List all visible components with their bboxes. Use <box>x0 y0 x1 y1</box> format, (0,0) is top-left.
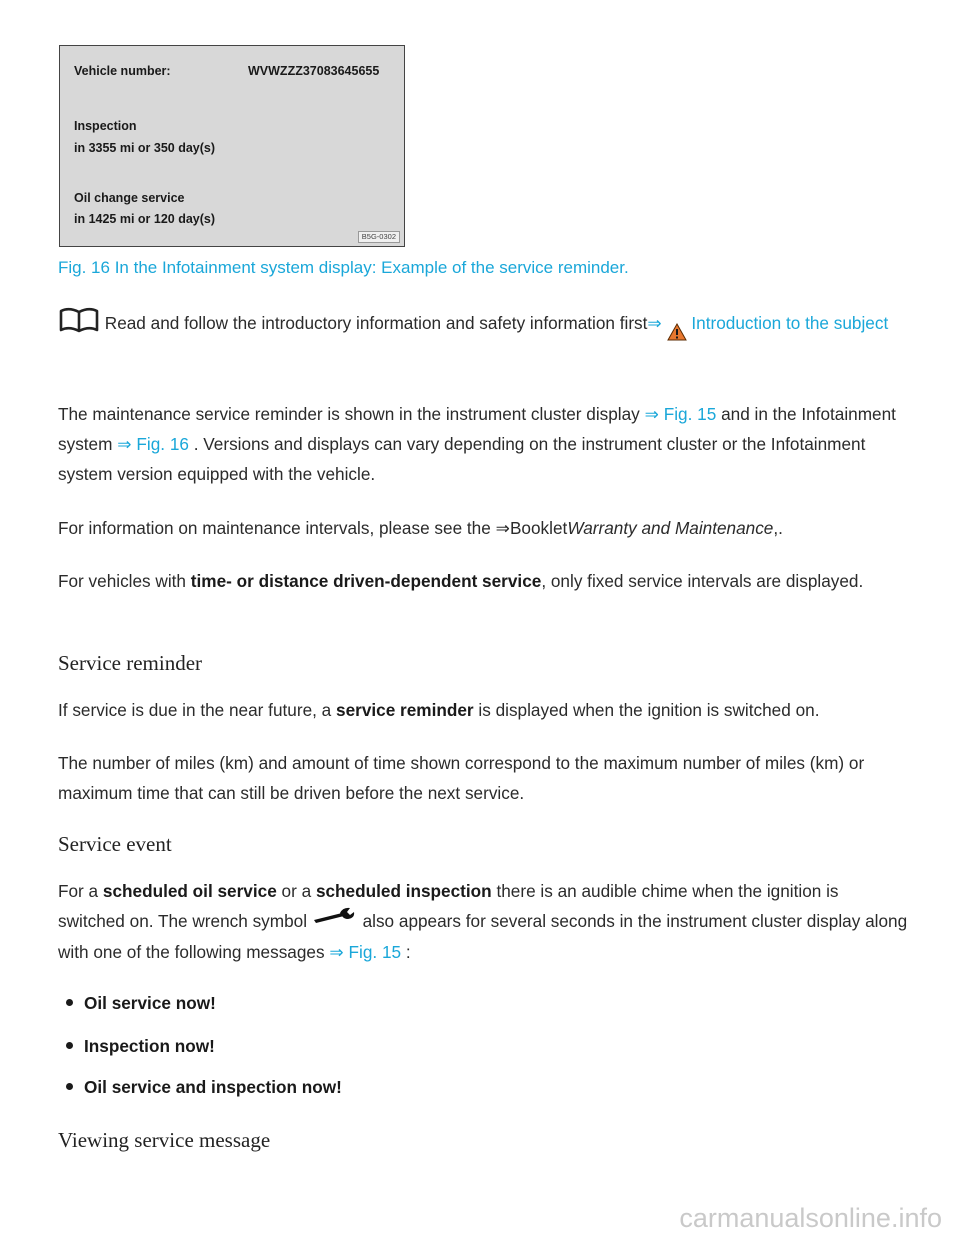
heading-service-event: Service event <box>58 832 172 856</box>
list-item <box>66 993 216 1014</box>
list-item <box>66 1036 215 1057</box>
figure-code: B5G-0302 <box>358 231 400 243</box>
para3-text-2: , only fixed service intervals are displayed. <box>541 571 864 591</box>
heading-viewing-service-message: Viewing service message <box>58 1128 271 1152</box>
list-item <box>66 1077 342 1098</box>
fig16-link[interactable]: ⇒ Fig. 16 <box>117 434 189 454</box>
para4-text-2: is displayed when the ignition is switched on. <box>473 700 820 720</box>
service-reminder-figure <box>59 45 405 247</box>
para4-text-1: If service is due in the near future, a <box>58 700 337 720</box>
inspection-title: Inspection <box>74 119 137 133</box>
bullet-dot <box>66 1042 73 1049</box>
oil-change-detail: in 1425 mi or 120 day(s) <box>74 212 216 226</box>
intro-text: Read and follow the introductory information and safety information first <box>104 313 648 334</box>
para2-text-2: ,. <box>773 518 783 538</box>
para4-bold: service reminder <box>336 700 474 720</box>
fig15-link[interactable]: ⇒ Fig. 15 <box>644 404 717 424</box>
para6-text-4: also appears for several seconds in the instrument cluster display along with one of the following messages <box>58 911 908 963</box>
para6-text-2: or a <box>276 881 316 901</box>
heading-service-reminder: Service reminder <box>58 651 203 675</box>
bullet-dot <box>66 999 73 1006</box>
bullet-text: Oil service and inspection now! <box>84 1077 342 1097</box>
paragraph-service-event <box>58 876 908 967</box>
vehicle-number-label: Vehicle number: <box>74 64 171 78</box>
para6-text-5: : <box>401 942 411 963</box>
bullet-text: Inspection now! <box>84 1036 215 1056</box>
bullet-dot <box>66 1083 73 1090</box>
oil-change-title: Oil change service <box>74 191 185 205</box>
introduction-link[interactable]: Introduction to the subject <box>691 313 889 334</box>
figure-caption: Fig. 16 In the Infotainment system display: Example of the service reminder. <box>58 258 629 277</box>
para1-text-2: and in the Infotainment system <box>58 404 896 454</box>
fig15-link-2[interactable]: ⇒ Fig. 15 <box>329 942 402 963</box>
para6-bold-2: scheduled inspection <box>315 881 492 901</box>
paragraph-miles-time: The number of miles (km) and amount of time shown correspond to the maximum number of miles (km) or maximum time that can still be driven before the next service. <box>58 753 865 803</box>
book-icon <box>58 307 100 342</box>
vehicle-number-value: WVWZZZ37083645655 <box>248 64 380 78</box>
intro-paragraph <box>58 307 908 342</box>
para6-bold-1: scheduled oil service <box>102 881 277 901</box>
para3-bold: time- or distance driven-dependent service <box>190 571 542 591</box>
bullet-text: Oil service now! <box>84 993 216 1013</box>
wrench-icon <box>312 904 358 934</box>
para2-text-1: For information on maintenance intervals, please see the ⇒Booklet <box>58 518 568 538</box>
inspection-detail: in 3355 mi or 350 day(s) <box>74 141 216 155</box>
paragraph-fixed-intervals <box>58 566 908 596</box>
paragraph-service-reminder <box>58 695 908 725</box>
paragraph-maintenance-intervals <box>58 513 908 543</box>
para6-text-1: For a <box>58 881 103 901</box>
para1-text-1: The maintenance service reminder is shown in the instrument cluster display <box>58 404 645 424</box>
para6-text-3: there is an audible chime when the ignition is switched on. The wrench symbol <box>58 881 839 931</box>
booklet-title: Warranty and Maintenance <box>567 518 774 538</box>
watermark: carmanualsonline.info <box>679 1203 942 1233</box>
warning-triangle-icon <box>667 320 687 350</box>
intro-arrow: ⇒ <box>647 313 662 334</box>
para1-text-3: . Versions and displays can vary depending on the instrument cluster or the Infotainment system version equipped with the vehicle. <box>58 434 866 484</box>
para3-text-1: For vehicles with <box>58 571 191 591</box>
paragraph-maintenance-display <box>58 399 908 489</box>
